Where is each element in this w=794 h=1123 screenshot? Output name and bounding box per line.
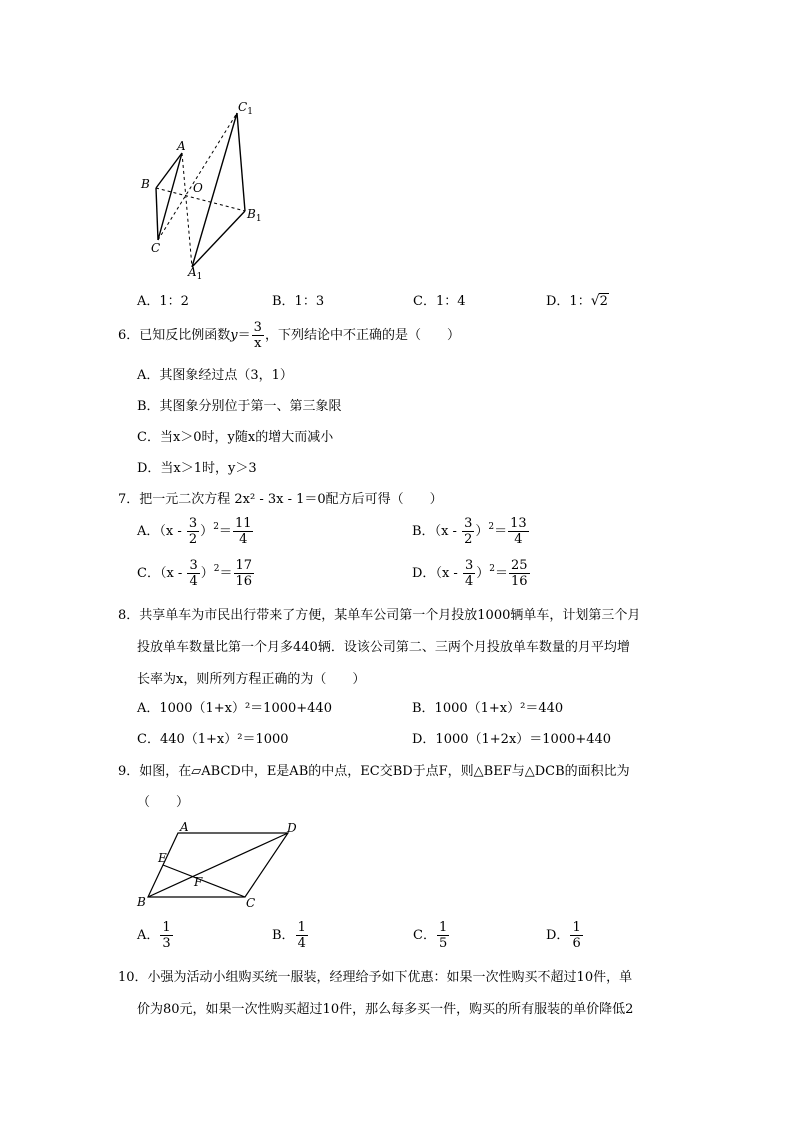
q5-option-a: A．1：2 xyxy=(137,294,189,309)
q7-option-d: D．（x - $\frac{3}{4}$ ）$^2$＝ $\frac{25}{16}$ xyxy=(412,558,528,589)
q5-option-b: B．1：3 xyxy=(272,294,325,309)
fig2-label-B: B xyxy=(137,895,146,909)
q8-stem xyxy=(118,600,640,696)
q9-option-c: C． $\frac{1}{5}$ xyxy=(413,920,448,951)
q9-stem-line-1: 9．如图，在▱ABCD中，E是AB的中点，EC交BD于点F，则△BEF与△DCB的面积比为 xyxy=(118,764,630,779)
q6-option-b: B．其图象分别位于第一、第三象限 xyxy=(137,399,342,414)
q6-option-c: C．当x＞0时，y随x的增大而减小 xyxy=(137,430,334,445)
q8-line-3: 长率为x，则所列方程正确的为（ ） xyxy=(137,672,366,687)
q9-option-a: A． $\frac{1}{3}$ xyxy=(137,920,171,951)
fig1-label-O: O xyxy=(193,181,203,195)
fig2-label-D: D xyxy=(287,821,297,835)
q8-option-b: B．1000（1+x）²＝440 xyxy=(412,701,564,716)
q10-line-1: 10．小强为活动小组购买统一服装，经理给予如下优惠：如果一次性购买不超过10件，单 xyxy=(118,970,633,985)
q7-option-b: B．（x - $\frac{3}{2}$ ）$^2$＝ $\frac{13}{4}$ xyxy=(412,516,527,547)
q6-stem: 6．已知反比例函数y＝ $\frac{3}{x}$ ，下列结论中不正确的是（ ） xyxy=(118,320,460,351)
q7-stem: 7．把一元二次方程 2x² - 3x - 1＝0配方后可得（ ） xyxy=(118,492,443,507)
fig1-label-A: A xyxy=(177,139,186,153)
fig1-label-C1: $C_1$ xyxy=(238,100,253,117)
q6-option-a: A．其图象经过点（3，1） xyxy=(137,368,293,383)
q5-option-c: C．1：4 xyxy=(413,294,466,309)
fig2-label-A: A xyxy=(180,820,189,834)
q8-option-c: C．440（1+x）²＝1000 xyxy=(137,732,289,747)
parallelogram-figure xyxy=(140,820,310,910)
q8-option-d: D．1000（1+2x）＝1000+440 xyxy=(412,732,612,747)
fig1-label-A1: $A_1$ xyxy=(188,265,203,282)
q7-option-c: C．（x - $\frac{3}{4}$ ）$^2$＝ $\frac{17}{16}$ xyxy=(137,558,253,589)
fig1-label-B1: $B_1$ xyxy=(247,207,262,224)
similar-triangles-figure xyxy=(130,95,280,285)
q8-line-1: 8．共享单车为市民出行带来了方便，某单车公司第一个月投放1000辆单车，计划第三个月 xyxy=(118,608,641,623)
fig2-label-F: F xyxy=(194,875,203,889)
fig2-label-C: C xyxy=(246,896,256,910)
q6-option-d: D．当x＞1时，y＞3 xyxy=(137,461,257,476)
q9-stem-line-2: （ ） xyxy=(137,795,190,810)
q5-option-d: D．1：√2 xyxy=(546,293,608,309)
fig1-label-C: C xyxy=(151,241,161,255)
fig1-label-B: B xyxy=(141,177,150,191)
fig2-label-E: E xyxy=(158,851,167,865)
q9-option-b: B． $\frac{1}{4}$ xyxy=(272,920,306,951)
q10-line-2: 价为80元，如果一次性购买超过10件，那么每多买一件，购买的所有服装的单价降低2 xyxy=(137,1002,634,1017)
q10-stem xyxy=(118,962,633,1026)
q8-option-a: A．1000（1+x）²＝1000+440 xyxy=(137,701,332,716)
q8-line-2: 投放单车数量比第一个月多440辆．设该公司第二、三两个月投放单车数量的月平均增 xyxy=(137,640,630,655)
q7-option-a: A．（x - $\frac{3}{2}$ ）$^2$＝ $\frac{11}{4}$ xyxy=(137,516,252,547)
q9-option-d: D． $\frac{1}{6}$ xyxy=(546,920,581,951)
